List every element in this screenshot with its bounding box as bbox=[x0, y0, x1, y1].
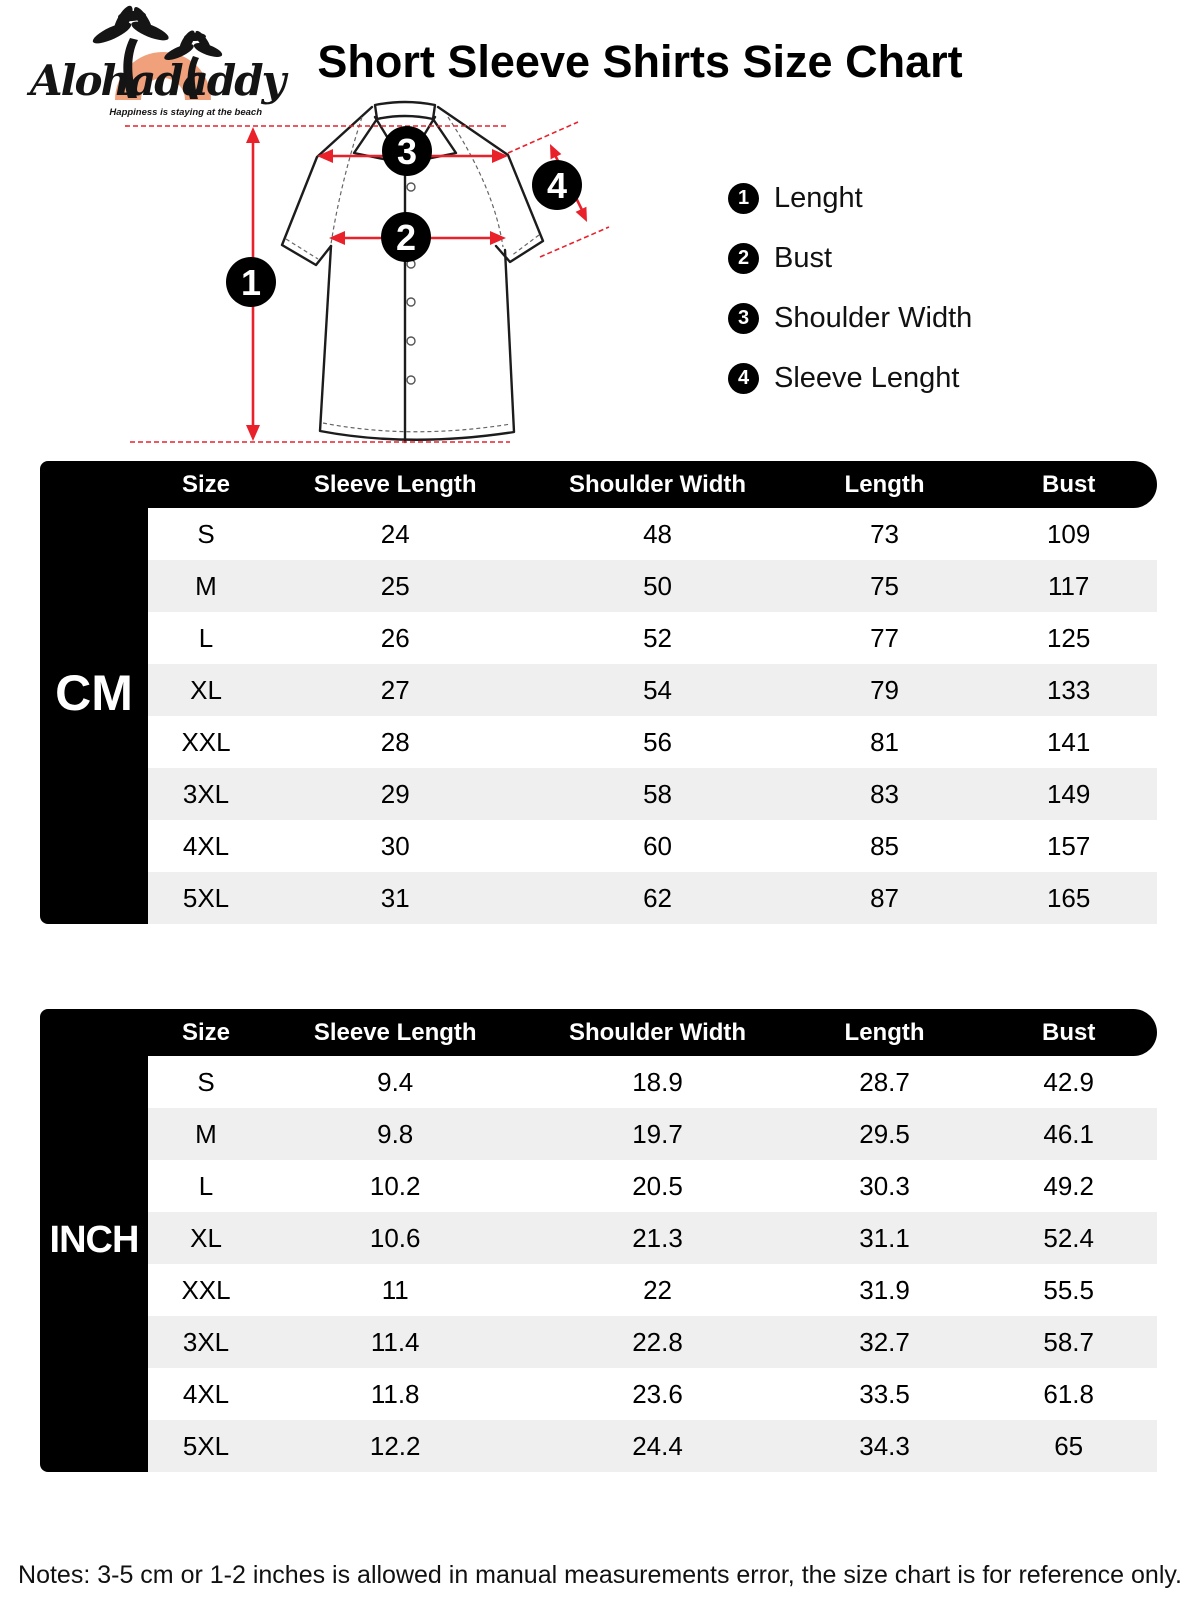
table-cell: 31.1 bbox=[859, 1222, 910, 1253]
table-cell: 3XL bbox=[182, 778, 230, 809]
table-cell: 141 bbox=[1046, 726, 1091, 757]
table-cell: 22 bbox=[643, 1274, 672, 1305]
table-cell: 49.2 bbox=[1043, 1170, 1094, 1201]
shirt-measurement-diagram bbox=[110, 95, 610, 450]
column-header-shoulder-width: Shoulder Width bbox=[568, 470, 747, 498]
table-row bbox=[148, 1108, 1157, 1160]
legend-number-badge: 3 bbox=[728, 303, 759, 334]
table-cell: 18.9 bbox=[632, 1066, 683, 1097]
legend-label: Sleeve Lenght bbox=[774, 361, 960, 394]
table-row bbox=[148, 612, 1157, 664]
table-cell: 19.7 bbox=[632, 1118, 683, 1149]
table-cell: 73 bbox=[870, 518, 899, 549]
column-header-sleeve-length: Sleeve Length bbox=[313, 1018, 477, 1046]
table-row bbox=[148, 820, 1157, 872]
unit-label-cm: CM bbox=[40, 461, 148, 924]
table-cell: M bbox=[195, 570, 217, 601]
legend-item-sleeve-length bbox=[728, 362, 972, 394]
table-row bbox=[148, 1316, 1157, 1368]
table-cell: 46.1 bbox=[1043, 1118, 1094, 1149]
table-row bbox=[148, 560, 1157, 612]
table-cell: L bbox=[198, 1170, 214, 1201]
table-cell: S bbox=[197, 1066, 215, 1097]
table-cell: 83 bbox=[870, 778, 899, 809]
table-cell: S bbox=[197, 518, 215, 549]
marker-4: 4 bbox=[546, 165, 568, 206]
table-cell: 81 bbox=[870, 726, 899, 757]
column-header-bust: Bust bbox=[1042, 1018, 1096, 1046]
table-row bbox=[148, 1160, 1157, 1212]
brand-name: Alohadaddy bbox=[30, 56, 285, 105]
legend-number-badge: 4 bbox=[728, 363, 759, 394]
table-cell: 20.5 bbox=[632, 1170, 683, 1201]
table-cell: 60 bbox=[643, 830, 672, 861]
table-cell: L bbox=[198, 622, 214, 653]
table-cell: 48 bbox=[643, 518, 672, 549]
table-cell: 11.4 bbox=[370, 1326, 420, 1357]
legend-number-badge: 2 bbox=[728, 243, 759, 274]
column-header-shoulder-width: Shoulder Width bbox=[568, 1018, 747, 1046]
table-row bbox=[148, 1056, 1157, 1108]
table-cell: 165 bbox=[1046, 882, 1091, 913]
table-cell: 42.9 bbox=[1043, 1066, 1094, 1097]
table-cell: XL bbox=[190, 674, 222, 705]
table-cell: 9.4 bbox=[377, 1066, 414, 1097]
table-cell: 31 bbox=[380, 882, 410, 913]
table-cell: 10.6 bbox=[369, 1222, 421, 1253]
table-cell: 65 bbox=[1054, 1430, 1084, 1461]
table-grid bbox=[148, 461, 1157, 924]
table-cell: 55.5 bbox=[1043, 1274, 1094, 1305]
table-cell: 52.4 bbox=[1043, 1222, 1094, 1253]
table-cell: 24 bbox=[380, 518, 410, 549]
table-cell: 34.3 bbox=[859, 1430, 910, 1461]
table-cell: 58.7 bbox=[1043, 1326, 1094, 1357]
unit-label-inch: INCH bbox=[40, 1009, 148, 1472]
table-cell: 149 bbox=[1046, 778, 1091, 809]
table-cell: 33.5 bbox=[859, 1378, 910, 1409]
legend-item-bust bbox=[728, 242, 972, 274]
table-cell: 12.2 bbox=[369, 1430, 421, 1461]
table-cell: 24.4 bbox=[632, 1430, 683, 1461]
table-cell: 11.8 bbox=[370, 1378, 420, 1409]
table-cell: 30 bbox=[380, 830, 410, 861]
measurement-legend bbox=[728, 182, 972, 422]
table-cell: 29 bbox=[380, 778, 410, 809]
table-cell: 58 bbox=[643, 778, 672, 809]
column-header-length: Length bbox=[844, 1018, 925, 1046]
legend-item-length bbox=[728, 182, 972, 214]
table-cell: 31.9 bbox=[859, 1274, 910, 1305]
table-cell: 32.7 bbox=[859, 1326, 910, 1357]
table-cell: 85 bbox=[870, 830, 899, 861]
table-row bbox=[148, 1264, 1157, 1316]
table-cell: 21.3 bbox=[632, 1222, 683, 1253]
brand-tagline: Happiness is staying at the beach bbox=[109, 107, 262, 118]
table-cell: 75 bbox=[870, 570, 899, 601]
table-cell: 62 bbox=[643, 882, 672, 913]
table-header bbox=[148, 461, 1157, 508]
table-cell: 50 bbox=[643, 570, 672, 601]
table-row bbox=[148, 1212, 1157, 1264]
table-row bbox=[148, 716, 1157, 768]
table-cell: 61.8 bbox=[1043, 1378, 1094, 1409]
table-cell: 79 bbox=[870, 674, 899, 705]
page-title: Short Sleeve Shirts Size Chart bbox=[317, 36, 963, 87]
table-cell: 29.5 bbox=[859, 1118, 910, 1149]
table-row bbox=[148, 872, 1157, 924]
table-cell: 28 bbox=[380, 726, 410, 757]
size-table-cm bbox=[40, 461, 1157, 924]
table-cell: M bbox=[195, 1118, 217, 1149]
table-cell: XL bbox=[190, 1222, 222, 1253]
table-cell: 133 bbox=[1046, 674, 1091, 705]
legend-number-badge: 1 bbox=[728, 183, 759, 214]
table-cell: 77 bbox=[870, 622, 899, 653]
table-cell: 54 bbox=[643, 674, 672, 705]
marker-1: 1 bbox=[240, 262, 262, 303]
column-header-size: Size bbox=[182, 1018, 231, 1046]
marker-2: 2 bbox=[395, 217, 417, 258]
table-cell: 10.2 bbox=[369, 1170, 421, 1201]
marker-3: 3 bbox=[396, 131, 418, 172]
table-grid bbox=[148, 1009, 1157, 1472]
table-cell: XXL bbox=[181, 726, 231, 757]
table-cell: 52 bbox=[643, 622, 672, 653]
table-cell: 28.7 bbox=[859, 1066, 910, 1097]
table-cell: 109 bbox=[1046, 518, 1091, 549]
table-body bbox=[148, 1056, 1157, 1472]
table-cell: 4XL bbox=[182, 830, 230, 861]
table-body bbox=[148, 508, 1157, 924]
table-row bbox=[148, 768, 1157, 820]
table-cell: 9.8 bbox=[377, 1118, 414, 1149]
size-table-inch bbox=[40, 1009, 1157, 1472]
column-header-length: Length bbox=[844, 470, 925, 498]
table-cell: 5XL bbox=[182, 1430, 230, 1461]
legend-label: Shoulder Width bbox=[774, 301, 973, 334]
column-header-sleeve-length: Sleeve Length bbox=[313, 470, 477, 498]
table-cell: 125 bbox=[1046, 622, 1091, 653]
table-row bbox=[148, 1420, 1157, 1472]
table-cell: 4XL bbox=[182, 1378, 230, 1409]
table-row bbox=[148, 664, 1157, 716]
column-header-bust: Bust bbox=[1042, 470, 1096, 498]
table-row bbox=[148, 1368, 1157, 1420]
legend-label: Bust bbox=[774, 241, 833, 274]
table-cell: XXL bbox=[181, 1274, 231, 1305]
table-cell: 27 bbox=[380, 674, 410, 705]
legend-item-shoulder-width bbox=[728, 302, 972, 334]
table-cell: 30.3 bbox=[859, 1170, 910, 1201]
table-row bbox=[148, 508, 1157, 560]
table-cell: 157 bbox=[1046, 830, 1091, 861]
table-cell: 3XL bbox=[182, 1326, 230, 1357]
table-cell: 25 bbox=[380, 570, 410, 601]
notes-text: Notes: 3-5 cm or 1-2 inches is allowed in manual measurements error, the size chart is for reference only. bbox=[18, 1561, 1182, 1589]
table-header bbox=[148, 1009, 1157, 1056]
column-header-size: Size bbox=[182, 470, 231, 498]
table-cell: 87 bbox=[870, 882, 899, 913]
table-cell: 117 bbox=[1047, 570, 1090, 601]
table-cell: 11 bbox=[381, 1274, 409, 1305]
table-cell: 23.6 bbox=[632, 1378, 683, 1409]
table-cell: 56 bbox=[643, 726, 672, 757]
table-cell: 22.8 bbox=[632, 1326, 683, 1357]
legend-label: Lenght bbox=[774, 181, 863, 214]
table-cell: 5XL bbox=[182, 882, 230, 913]
table-cell: 26 bbox=[380, 622, 410, 653]
